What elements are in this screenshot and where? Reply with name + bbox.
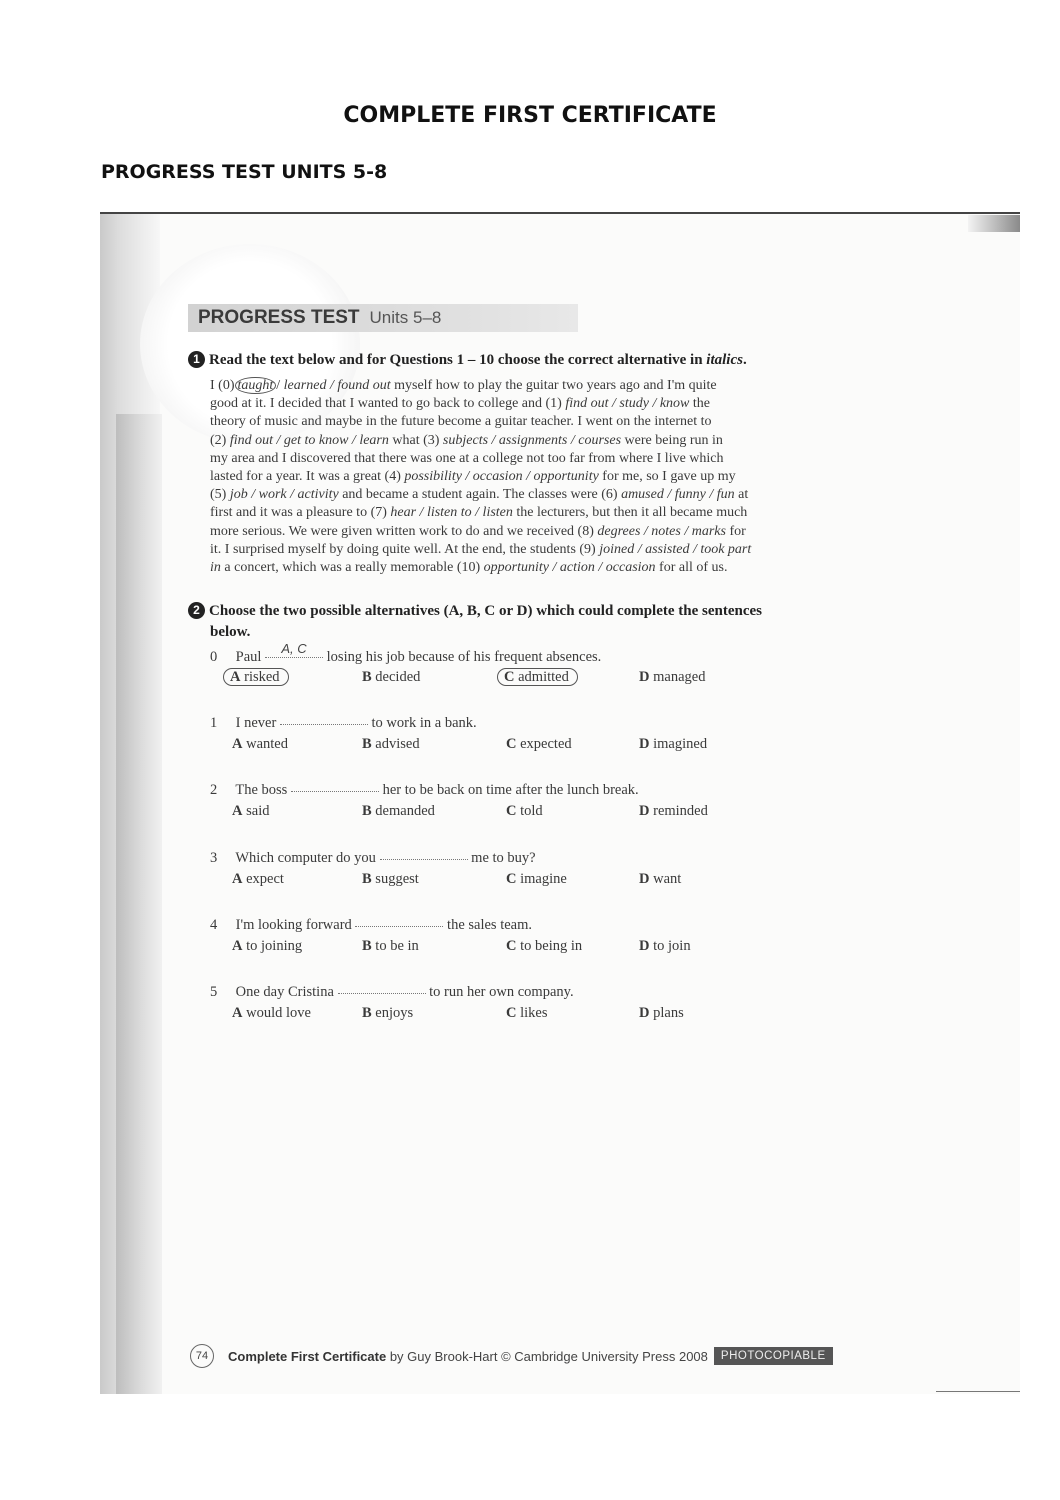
answer-blank xyxy=(265,641,323,658)
option-c: C told xyxy=(506,803,543,819)
question-number: 5 xyxy=(210,984,218,1000)
bottom-rule xyxy=(936,1391,1020,1392)
option-c: C expected xyxy=(506,736,572,752)
page-number: 74 xyxy=(190,1344,214,1368)
photocopiable-badge: PHOTOCOPIABLE xyxy=(714,1347,833,1365)
footer-book-title: Complete First Certificate xyxy=(228,1348,387,1364)
page-spine-shadow-inner xyxy=(116,414,162,1394)
circled-option: A risked xyxy=(223,668,289,686)
section-2-number: 2 xyxy=(188,602,205,619)
answer-blank xyxy=(355,916,443,927)
option-a: A said xyxy=(232,803,270,819)
question-number: 2 xyxy=(210,782,218,798)
option-c: C to being in xyxy=(506,938,583,954)
question-3: 3 Which computer do you me to buy? A expect B suggest C imagine D want xyxy=(210,850,682,887)
progress-test-banner xyxy=(188,304,578,332)
answer-blank xyxy=(380,849,468,860)
answer-blank xyxy=(338,983,426,994)
circled-answer: taught xyxy=(235,377,277,394)
question-number: 3 xyxy=(210,850,218,866)
option-b: B to be in xyxy=(362,938,419,954)
option-a: A to joining xyxy=(232,938,303,954)
question-0: 0 Paul A, C losing his job because of his frequent absences. A risked B decided C admitted D managed xyxy=(210,641,706,685)
handwritten-answer: A, C xyxy=(281,641,307,656)
option-d: D imagined xyxy=(639,736,708,752)
scanned-page xyxy=(100,212,1020,1394)
option-b: B suggest xyxy=(362,871,419,887)
section-1-number: 1 xyxy=(188,351,205,368)
question-number: 0 xyxy=(210,649,218,665)
document-title: COMPLETE FIRST CERTIFICATE xyxy=(343,103,717,128)
option-b: B demanded xyxy=(362,803,435,819)
question-5: 5 One day Cristina to run her own company. A would love B enjoys C likes D plans xyxy=(210,984,684,1021)
answer-blank xyxy=(280,714,368,725)
question-4: 4 I'm looking forward the sales team. A to joining B to be in C to being in D to join xyxy=(210,917,691,954)
option-a: A would love xyxy=(232,1005,311,1021)
option-b: B decided xyxy=(362,669,421,685)
option-c: C likes xyxy=(506,1005,548,1021)
question-2: 2 The boss her to be back on time after the lunch break. A said B demanded C told D reminded xyxy=(210,782,708,819)
section-2-instruction: 2 Choose the two possible alternatives (A, B, C or D) which could complete the sentences below. xyxy=(188,601,868,643)
footer-credit: by Guy Brook-Hart © Cambridge University Press 2008 xyxy=(386,1348,708,1364)
section-1-instruction: 1 Read the text below and for Questions 1 – 10 choose the correct alternative in italics. xyxy=(188,350,868,371)
banner-title: PROGRESS TEST xyxy=(198,307,360,328)
question-1: 1 I never to work in a bank. A wanted B advised C expected D imagined xyxy=(210,715,708,752)
option-d: D reminded xyxy=(639,803,708,819)
option-a: A expect xyxy=(232,871,284,887)
option-c: C imagine xyxy=(506,871,567,887)
option-b: B advised xyxy=(362,736,420,752)
corner-tab xyxy=(968,214,1020,232)
option-d: D managed xyxy=(639,669,706,685)
option-d: D plans xyxy=(639,1005,684,1021)
reading-passage: I (0) taught / learned / found out myself how to play the guitar two years ago and I'm quite good at it. I decided that I wanted to go back to college and (1) find out / study / know the theory of music and maybe in the future become a guitar teacher. I went on the internet to (2) find out / get to know / learn what (3) subjects / assignments / courses were being run in my area and I discovered that there was one at a college not too far from where I live which lasted for a year. It was a great (4) possibility / occasion / opportunity for me, so I gave up my (5) job / work / activity and became a student again. The classes were (6) amused / funny / fun at first and it was a pleasure to (7) hear / listen to / listen the lecturers, but then it all became much more serious. We were given written work to do and we received (8) degrees / notes / marks for it. I surprised myself by doing quite well. At the end, the students (9) joined / assisted / took part in a concert, which was a really memorable (10) opportunity / action / occasion for all of us. xyxy=(210,378,752,576)
option-b: B enjoys xyxy=(362,1005,414,1021)
question-number: 4 xyxy=(210,917,218,933)
banner-units: Units 5–8 xyxy=(369,308,442,327)
document-subtitle: PROGRESS TEST UNITS 5-8 xyxy=(101,161,388,183)
option-a xyxy=(232,669,289,686)
page-footer xyxy=(190,1344,833,1368)
answer-blank xyxy=(291,781,379,792)
circled-option: C admitted xyxy=(497,668,578,686)
option-a: A wanted xyxy=(232,736,288,752)
option-d: D want xyxy=(639,871,682,887)
option-c xyxy=(506,669,578,686)
question-number: 1 xyxy=(210,715,218,731)
option-d: D to join xyxy=(639,938,691,954)
